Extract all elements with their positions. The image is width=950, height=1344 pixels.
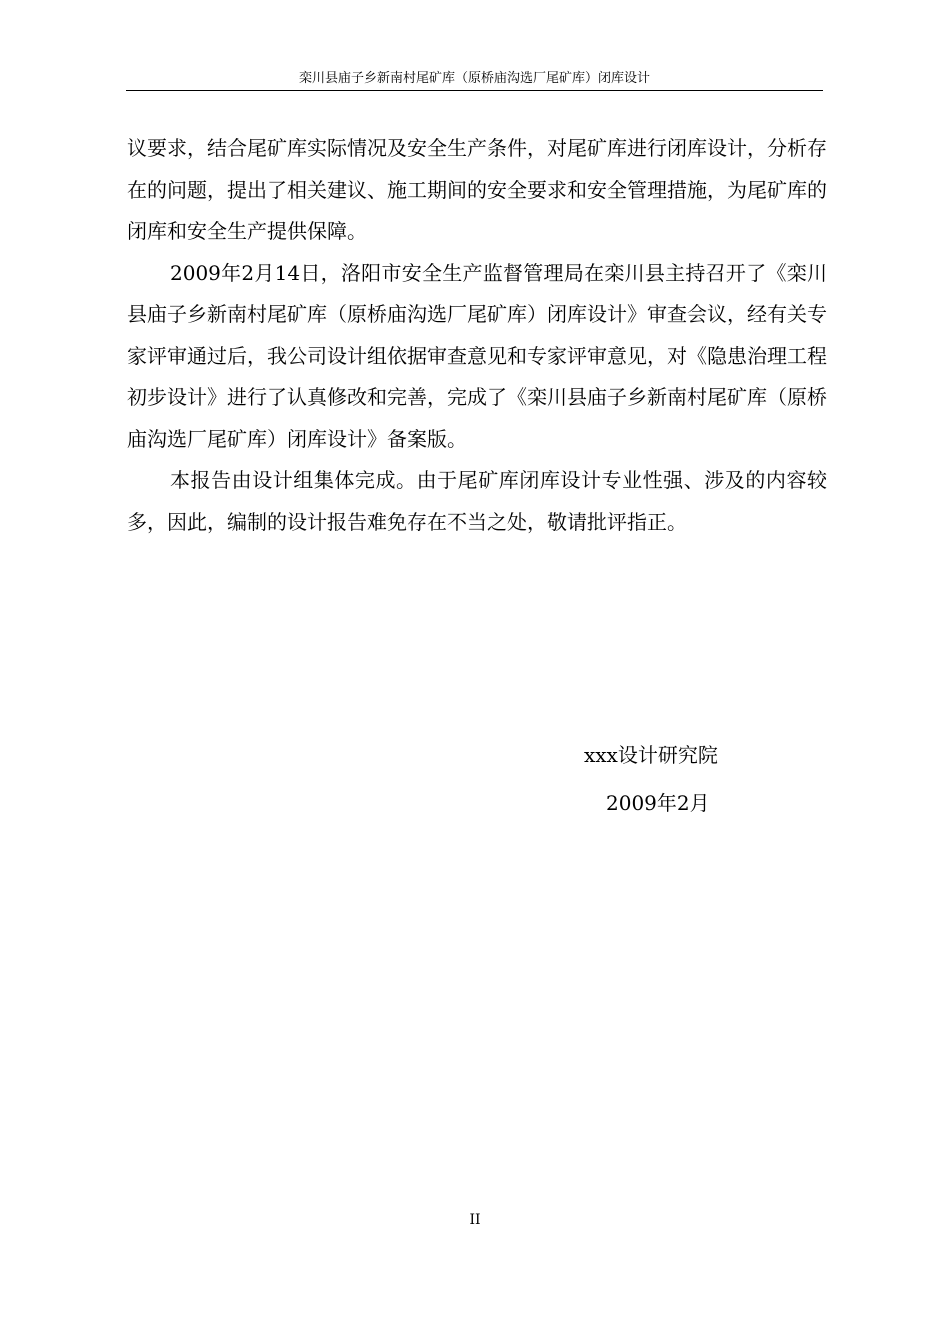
document-title: 栾川县庙子乡新南村尾矿库（原桥庙沟选厂尾矿库）闭库设计 [298, 71, 650, 86]
body-text [127, 128, 827, 543]
signature-organization: xxx设计研究院 [584, 743, 718, 767]
page-header [126, 70, 823, 91]
signature-date: 2009年2月 [606, 791, 710, 815]
paragraph-review-meeting: 2009年2月14日，洛阳市安全生产监督管理局在栾川县主持召开了《栾川县庙子乡新南村尾矿库（原桥庙沟选厂尾矿库）闭库设计》审查会议，经有关专家评审通过后，我公司设计组依据审查意见和专家评审意见，对《隐患治理工程初步设计》进行了认真修改和完善，完成了《栾川县庙子乡新南村尾矿库（原桥庙沟选厂尾矿库）闭库设计》备案版。 [127, 260, 827, 451]
page-number: II [469, 1212, 481, 1228]
paragraph-continued: 议要求，结合尾矿库实际情况及安全生产条件，对尾矿库进行闭库设计，分析存在的问题，提出了相关建议、施工期间的安全要求和安全管理措施，为尾矿库的闭库和安全生产提供保障。 [127, 136, 827, 243]
paragraph-closing-note: 本报告由设计组集体完成。由于尾矿库闭库设计专业性强、涉及的内容较多，因此，编制的设计报告难免存在不当之处，敬请批评指正。 [127, 468, 827, 534]
